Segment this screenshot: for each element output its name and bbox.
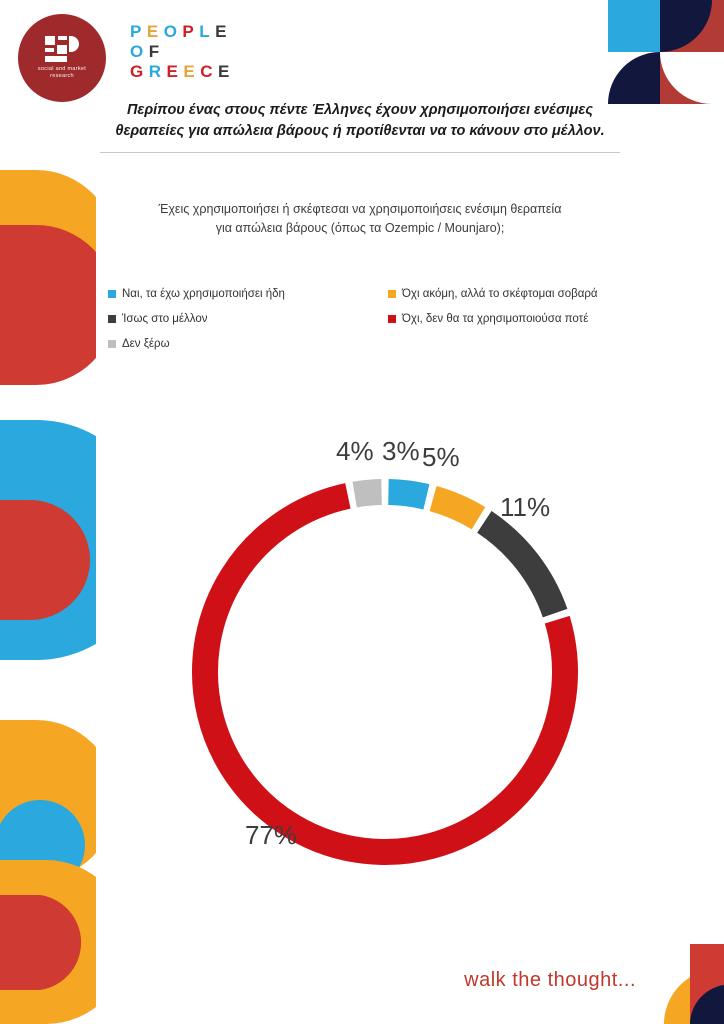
legend-swatch-dark-gray (108, 315, 116, 323)
left-decoration-rail (0, 0, 96, 1024)
logo-subtitle-line1: social and market (37, 66, 87, 72)
slice-value-maybe-future: 11% (500, 492, 551, 522)
legend-row-3 (108, 338, 698, 350)
donut-slice (388, 492, 426, 497)
logo-badge (18, 14, 106, 102)
brand-line-1: PEOPLE (130, 22, 232, 41)
legend-row-1 (108, 288, 698, 300)
brand-line-3: GREECE (130, 62, 235, 81)
donut-slice (433, 499, 478, 519)
legend-label-yes-already: Ναι, τα έχω χρησιμοποιήσει ήδη (122, 288, 285, 300)
rail-shapes (0, 0, 96, 1024)
legend-swatch-light-gray (108, 340, 116, 348)
legend-item-yes-already (108, 288, 388, 300)
legend-swatch-red (388, 315, 396, 323)
logo-subtitle-line2: research (50, 73, 74, 79)
chart-legend (108, 288, 698, 363)
slice-value-never: 77% (245, 820, 298, 850)
slice-value-yes-already: 4% (336, 436, 374, 466)
legend-swatch-orange (388, 290, 396, 298)
top-right-shapes (604, 0, 724, 105)
donut-slice (484, 522, 555, 613)
slice-value-considering: 5% (422, 442, 460, 472)
legend-item-considering (388, 288, 598, 300)
donut-chart (150, 420, 620, 910)
page-title: Περίπου ένας στους πέντε Έλληνες έχουν χρησιμοποιήσει ενέσιμες θεραπείες για απώλεια βάρους ή προτίθενται να το κάνουν στο μέλλον. (100, 100, 620, 153)
legend-label-dont-know: Δεν ξέρω (122, 338, 170, 350)
brand-wordmark (130, 22, 235, 82)
donut-slice (355, 492, 382, 495)
legend-item-never (388, 313, 588, 325)
legend-swatch-blue (108, 290, 116, 298)
logo-mark-icon (45, 36, 79, 62)
legend-label-never: Όχι, δεν θα τα χρησιμοποιούσα ποτέ (402, 313, 589, 325)
legend-label-maybe-future: Ίσως στο μέλλον (122, 313, 208, 325)
chart-question: Έχεις χρησιμοποιήσει ή σκέφτεσαι να χρησιμοποιήσεις ενέσιμη θεραπεία για απώλεια βάρους (όπως τα Ozempic / Mounjaro); (158, 202, 562, 235)
slice-value-dont-know: 3% (382, 436, 420, 466)
legend-item-maybe-future (108, 313, 388, 325)
legend-label-considering: Όχι ακόμη, αλλά το σκέφτομαι σοβαρά (402, 288, 598, 300)
brand-line-2: OF (130, 42, 165, 61)
legend-item-dont-know (108, 338, 388, 350)
legend-row-2 (108, 313, 698, 325)
tagline: walk the thought... (464, 969, 636, 991)
top-right-decoration (604, 0, 724, 105)
